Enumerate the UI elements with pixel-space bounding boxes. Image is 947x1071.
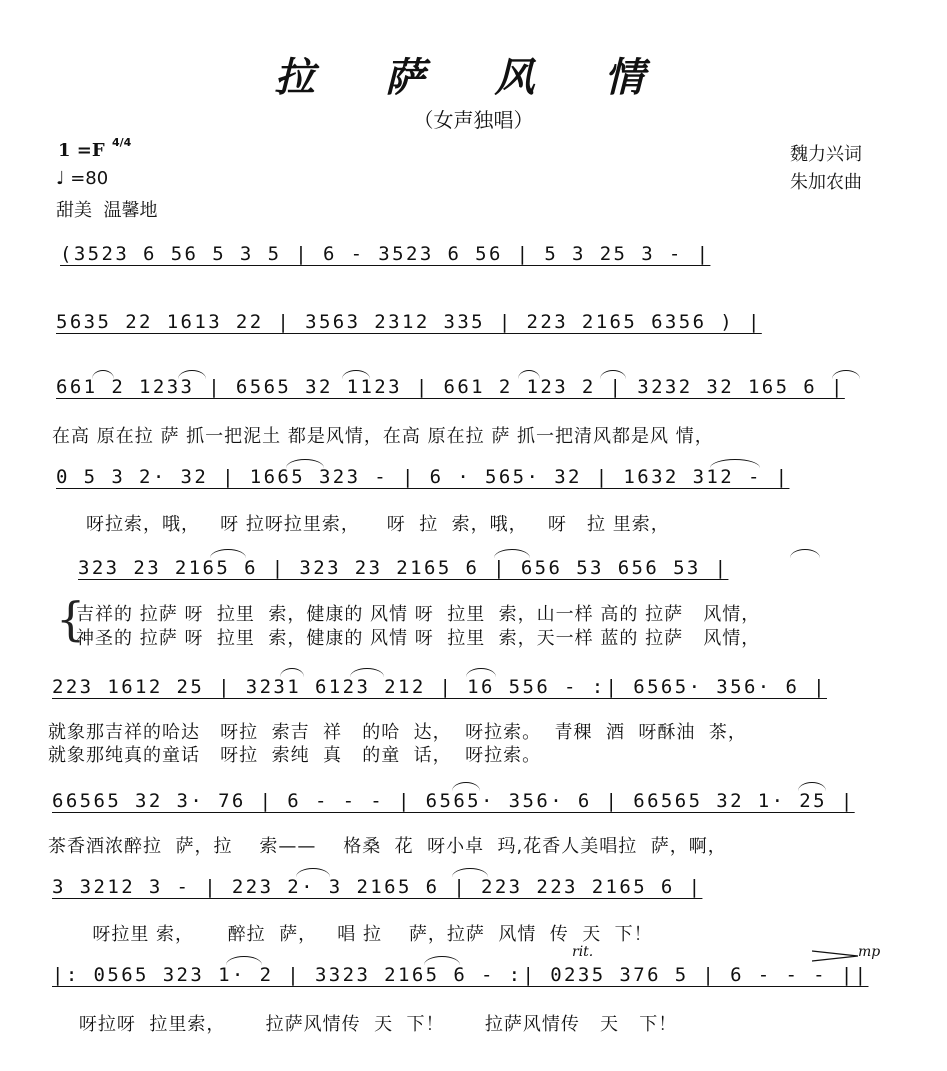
key-signature: 1 =F (58, 140, 105, 161)
song-title: 拉 萨 风 情 (274, 54, 673, 101)
notation-row-6: 223 1612 25 | 3231 6123 212 | 16 556 - :| 6565· 356· 6 | (52, 676, 827, 698)
ritardando-mark: rit. (572, 944, 594, 960)
slur-mark (296, 868, 330, 877)
slur-mark (342, 370, 370, 379)
notation-row-8: 3 3212 3 - | 223 2· 3 2165 6 | 223 223 2165 6 | (52, 876, 703, 898)
lyricist: 魏力兴词 (790, 144, 862, 165)
composer: 朱加农曲 (790, 172, 862, 193)
slur-mark (798, 782, 826, 791)
tempo-marking: ♩ =80 (56, 168, 109, 189)
notation-row-7: 66565 32 3· 76 | 6 - - - | 6565· 356· 6 | 66565 32 1· 25 | (52, 790, 855, 812)
slur-mark (92, 370, 114, 379)
slur-mark (452, 868, 488, 877)
lyrics-row-5-verse-2: 神圣的 拉萨 呀 拉里 索，健康的 风情 呀 拉里 索，天一样 蓝的 拉萨 风情， (76, 628, 761, 649)
lyrics-row-6-verse-1: 就象那吉祥的哈达 呀拉 索吉 祥 的哈 达， 呀拉索。 青稞 酒 呀酥油 茶， (48, 722, 747, 743)
lyrics-row-8: 呀拉里 索， 醉拉 萨， 唱 拉 萨，拉萨 风情 传 天 下！ (52, 924, 653, 945)
slur-mark (280, 668, 304, 677)
lyrics-row-3: 在高 原在拉 萨 抓一把泥土 都是风情，在高 原在拉 萨 抓一把清风都是风 情， (52, 426, 714, 447)
notation-row-3: 661 2 1233 | 6565 32 1123 | 661 2 123 2 | 3232 32 165 6 | (56, 376, 845, 398)
lyrics-row-4: 呀拉索，哦， 呀 拉呀拉里索， 呀 拉 索，哦， 呀 拉 里索， (86, 514, 670, 535)
slur-mark (452, 782, 480, 791)
slur-mark (350, 668, 384, 677)
slur-mark (790, 549, 820, 558)
notation-row-5: 323 23 2165 6 | 323 23 2165 6 | 656 53 656 53 | (78, 557, 729, 579)
slur-mark (600, 370, 626, 379)
verse-brace: { (56, 592, 86, 646)
slur-mark (226, 956, 262, 965)
decrescendo-hairpin (812, 950, 858, 962)
slur-mark (178, 370, 206, 379)
slur-mark (832, 370, 860, 379)
slur-mark (466, 668, 496, 677)
slur-mark (494, 549, 530, 558)
notation-row-2: 5635 22 1613 22 | 3563 2312 335 | 223 2165 6356 ) | (56, 311, 762, 333)
dynamic-mark: mp (858, 944, 881, 960)
lyrics-row-5-verse-1: 吉祥的 拉萨 呀 拉里 索，健康的 风情 呀 拉里 索，山一样 高的 拉萨 风情， (76, 604, 761, 625)
lyrics-row-6-verse-2: 就象那纯真的童话 呀拉 索纯 真 的童 话， 呀拉索。 (48, 745, 542, 766)
notation-row-9: |: 0565 323 1· 2 | 3323 2165 6 - :| 0235 376 5 | 6 - - - || (52, 964, 869, 986)
lyrics-row-9: 呀拉呀 拉里索， 拉萨风情传 天 下！ 拉萨风情传 天 下！ (52, 1014, 678, 1035)
slur-mark (710, 459, 760, 468)
time-signature: 4/4 (112, 136, 132, 149)
slur-mark (424, 956, 460, 965)
slur-mark (210, 549, 246, 558)
song-subtitle: （女声独唱） (413, 108, 534, 132)
slur-mark (518, 370, 540, 379)
expression-marking: 甜美 温馨地 (56, 200, 158, 221)
notation-row-4: 0 5 3 2· 32 | 1665 323 - | 6 · 565· 32 | 1632 312 - | (56, 466, 790, 488)
lyrics-row-7: 茶香酒浓醉拉 萨，拉 索—— 格桑 花 呀小卓 玛,花香人美唱拉 萨，啊， (48, 836, 727, 857)
slur-mark (286, 459, 324, 468)
notation-row-1: (3523 6 56 5 3 5 | 6 - 3523 6 56 | 5 3 25 3 - | (60, 243, 711, 265)
